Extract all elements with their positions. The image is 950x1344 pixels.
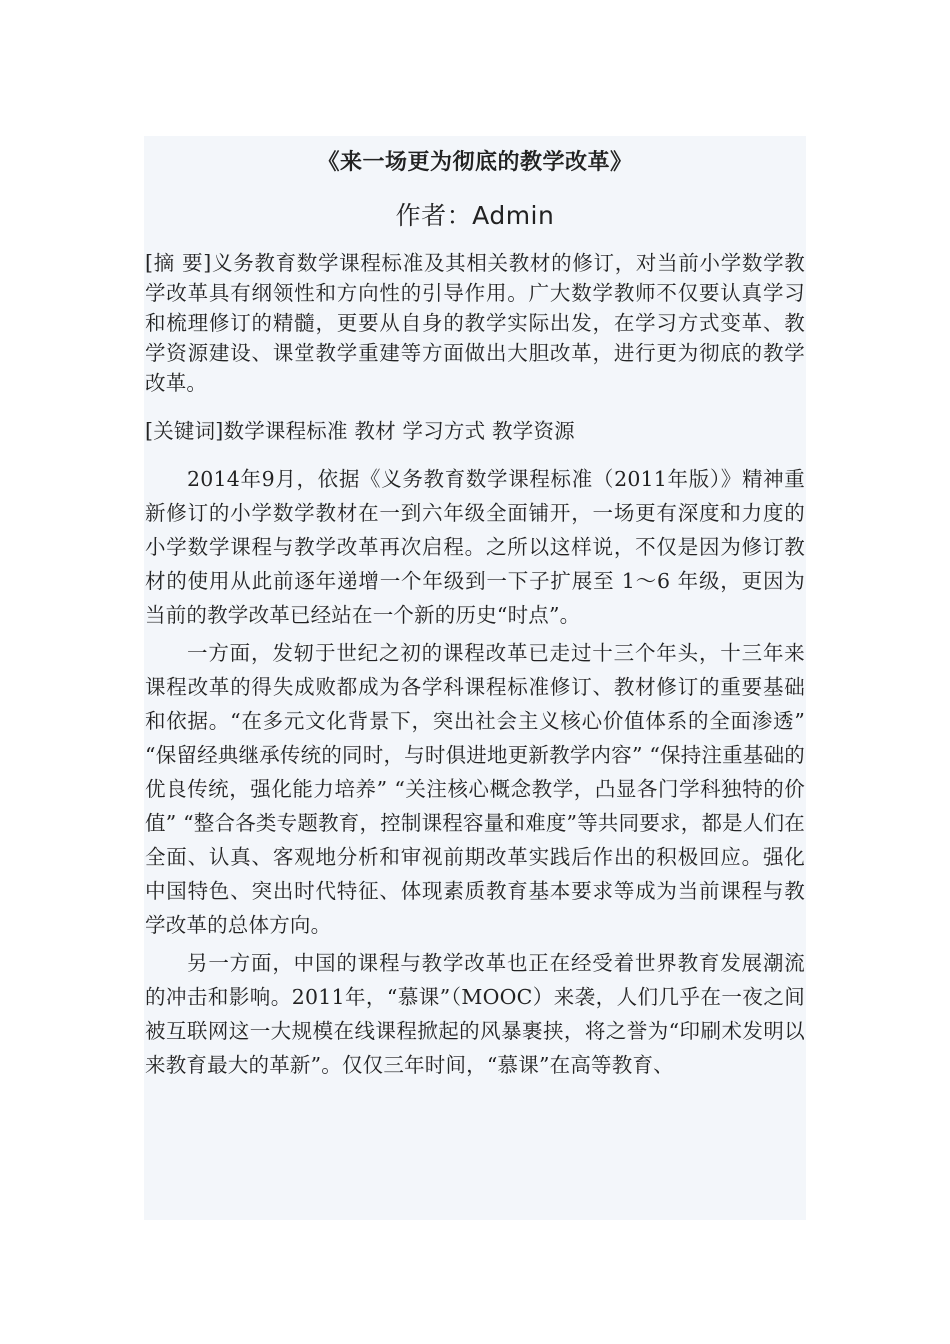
document-author: 作者：Admin xyxy=(395,201,555,230)
body-paragraph: 另一方面，中国的课程与教学改革也正在经受着世界教育发展潮流的冲击和影响。2011年，“慕课”（MOOC）来袭，人们几乎在一夜之间被互联网这一大规模在线课程掀起的风暴裹挟，将之誉为“印刷术发明以来教育最大的革新”。仅仅三年时间，“慕课”在高等教育、 xyxy=(145,951,805,1077)
document-body xyxy=(144,136,806,1220)
abstract-paragraph: [摘 要]义务教育数学课程标准及其相关教材的修订，对当前小学数学教学改革具有纲领性和方向性的引导作用。广大数学教师不仅要认真学习和梳理修订的精髓，更要从自身的教学实际出发，在学习方式变革、教学资源建设、课堂教学重建等方面做出大胆改革，进行更为彻底的教学改革。 xyxy=(145,251,805,395)
document-title: 《来一场更为彻底的教学改革》 xyxy=(317,149,633,175)
body-paragraph: 2014年9月，依据《义务教育数学课程标准（2011年版）》精神重新修订的小学数学教材在一到六年级全面铺开，一场更有深度和力度的小学数学课程与教学改革再次启程。之所以这样说，不仅是因为修订教材的使用从此前逐年递增一个年级到一下子扩展至 1～6 年级，更因为当前的教学改革已经站在一个新的历史“时点”。 xyxy=(145,467,805,627)
body-paragraph: 一方面，发轫于世纪之初的课程改革已走过十三个年头，十三年来课程改革的得失成败都成为各学科课程标准修订、教材修订的重要基础和依据。“在多元文化背景下，突出社会主义核心价值体系的全面渗透” “保留经典继承传统的同时，与时俱进地更新教学内容” “保持注重基础的优良传统，强化能力培养” “关注核心概念教学，凸显各门学科独特的价值” “整合各类专题教育，控制课程容量和难度”等共同要求，都是人们在全面、认真、客观地分析和审视前期改革实践后作出的积极回应。强化中国特色、突出时代特征、体现素质教育基本要求等成为当前课程与教学改革的总体方向。 xyxy=(145,641,805,937)
keywords-line: [关键词]数学课程标准 教材 学习方式 教学资源 xyxy=(145,419,575,443)
